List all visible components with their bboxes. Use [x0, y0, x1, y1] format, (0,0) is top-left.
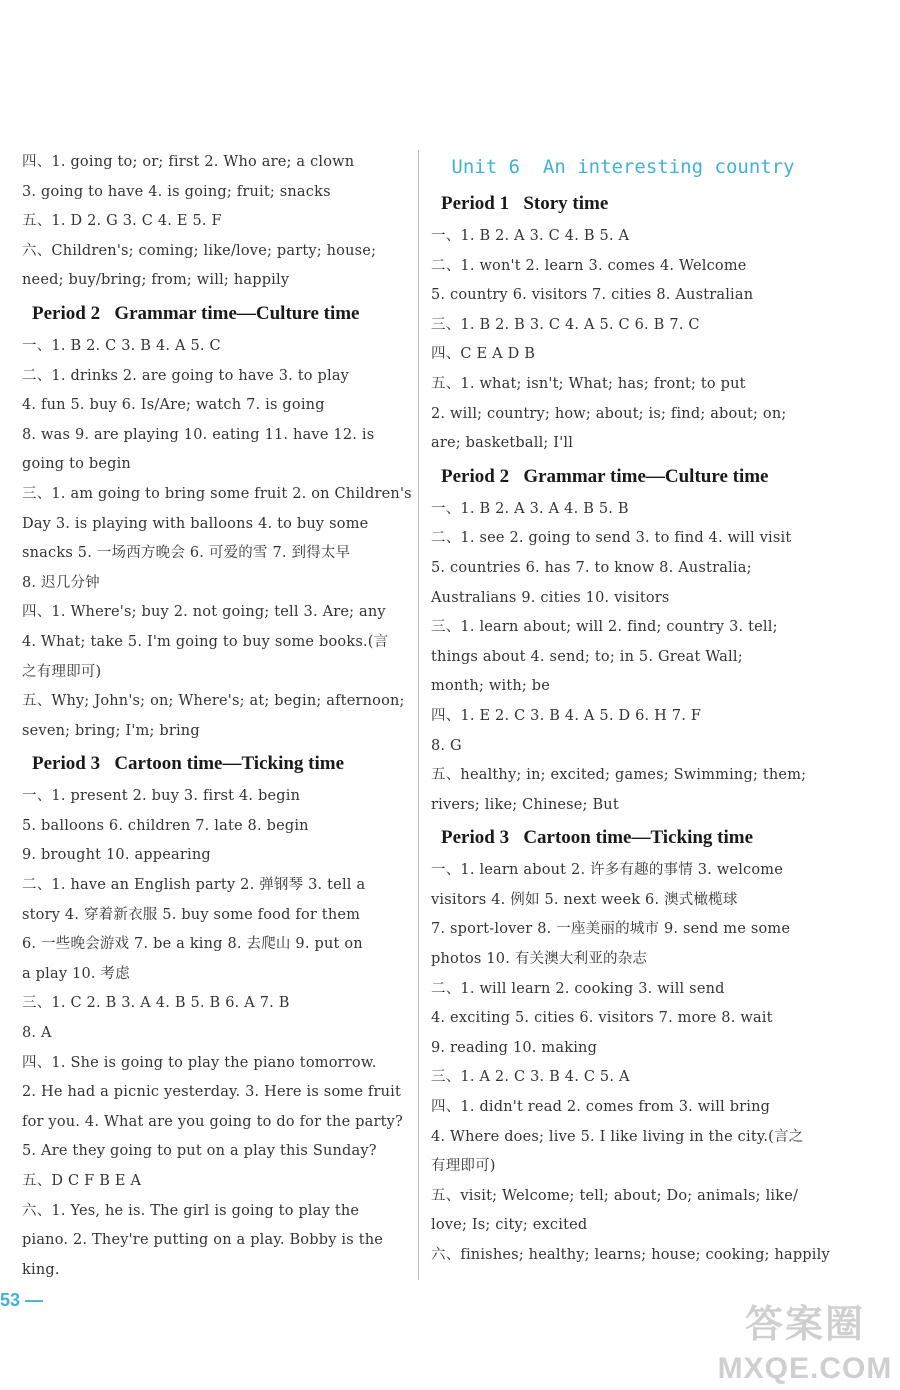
answer-line: 五、visit; Welcome; tell; about; Do; animals; like/	[431, 1187, 799, 1204]
right-answer-column	[431, 148, 830, 1271]
answer-line: 一、1. present 2. buy 3. first 4. begin	[22, 788, 301, 805]
answer-line: photos 10. 有关澳大利亚的杂志	[431, 951, 648, 968]
period-heading: Period 3 Cartoon time—Ticking time	[32, 753, 345, 775]
answer-line: 六、1. Yes, he is. The girl is going to play the	[22, 1202, 360, 1219]
answer-line: 有理即可)	[431, 1158, 496, 1175]
unit-title: Unit 6 An interesting country	[451, 156, 795, 178]
answer-line: 8. G	[431, 737, 462, 754]
answer-line: 5. countries 6. has 7. to know 8. Australia;	[431, 559, 752, 576]
answer-line: a play 10. 考虑	[22, 965, 130, 982]
watermark-logo	[710, 1300, 900, 1390]
answer-line: 二、1. will learn 2. cooking 3. will send	[431, 980, 725, 997]
answer-line: 六、Children's; coming; like/love; party; house;	[22, 242, 377, 259]
answer-line: are; basketball; I'll	[431, 435, 574, 452]
answer-line: 二、1. see 2. going to send 3. to find 4. will visit	[431, 530, 792, 547]
answer-line: 之有理即可)	[22, 663, 102, 680]
watermark-site: MXQE.COM	[717, 1352, 893, 1385]
answer-line: 4. exciting 5. cities 6. visitors 7. more 8. wait	[431, 1010, 773, 1027]
watermark-text: 答案圈	[744, 1304, 865, 1346]
answer-line: 四、1. didn't read 2. comes from 3. will bring	[431, 1099, 771, 1116]
answer-line: 四、1. E 2. C 3. B 4. A 5. D 6. H 7. F	[431, 707, 702, 724]
answer-line: 四、1. going to; or; first 2. Who are; a clown	[22, 154, 355, 170]
page-number: 53 —	[0, 1290, 44, 1310]
answer-line: 四、1. Where's; buy 2. not going; tell 3. Are; any	[22, 604, 386, 621]
answer-line: month; with; be	[431, 678, 551, 695]
period-heading: Period 2 Grammar time—Culture time	[32, 302, 360, 324]
answer-line: 五、D C F B E A	[22, 1173, 142, 1189]
answer-line: rivers; like; Chinese; But	[431, 796, 619, 813]
answer-line: 8. A	[22, 1025, 52, 1042]
answer-line: piano. 2. They're putting on a play. Bobby is the	[22, 1232, 384, 1249]
answer-line: 一、1. learn about 2. 许多有趣的事情 3. welcome	[431, 862, 784, 879]
answer-line: for you. 4. What are you going to do for the party?	[22, 1113, 404, 1130]
answer-line: 一、1. B 2. A 3. A 4. B 5. B	[431, 500, 629, 517]
answer-line: Australians 9. cities 10. visitors	[431, 589, 670, 606]
answer-line: 6. 一些晚会游戏 7. be a king 8. 去爬山 9. put on	[22, 936, 363, 953]
answer-line: 3. going to have 4. is going; fruit; snacks	[22, 183, 331, 200]
answer-line: 一、1. B 2. C 3. B 4. A 5. C	[22, 337, 221, 354]
answer-line: 4. fun 5. buy 6. Is/Are; watch 7. is going	[22, 397, 325, 414]
period-heading: Period 3 Cartoon time—Ticking time	[441, 827, 754, 849]
answer-line: Day 3. is playing with balloons 4. to buy some	[22, 515, 369, 532]
answer-line: 4. Where does; live 5. I like living in the city.(言之	[431, 1128, 804, 1145]
answer-line: visitors 4. 例如 5. next week 6. 澳式橄榄球	[431, 891, 738, 908]
answer-line: snacks 5. 一场西方晚会 6. 可爱的雪 7. 到得太早	[22, 545, 351, 562]
answer-line: going to begin	[22, 456, 131, 473]
answer-line: 三、1. learn about; will 2. find; country 3. tell;	[431, 619, 778, 636]
answer-line: 一、1. B 2. A 3. C 4. B 5. A	[431, 228, 630, 244]
answer-line: 二、1. have an English party 2. 弹钢琴 3. tell a	[22, 877, 366, 894]
answer-line: 4. What; take 5. I'm going to buy some books.(言	[22, 633, 389, 650]
answer-line: 六、finishes; healthy; learns; house; cooking; happily	[431, 1247, 830, 1263]
answer-line: 7. sport-lover 8. 一座美丽的城市 9. send me some	[431, 921, 791, 938]
answer-line: need; buy/bring; from; will; happily	[22, 272, 290, 289]
answer-line: love; Is; city; excited	[431, 1217, 588, 1234]
answer-line: 5. country 6. visitors 7. cities 8. Australian	[431, 287, 754, 304]
answer-line: 二、1. won't 2. learn 3. comes 4. Welcome	[431, 257, 747, 274]
answer-line: 5. balloons 6. children 7. late 8. begin	[22, 817, 309, 834]
answer-line: 2. will; country; how; about; is; find; about; on;	[431, 405, 787, 422]
answer-line: 五、1. D 2. G 3. C 4. E 5. F	[22, 213, 222, 230]
answer-line: seven; bring; I'm; bring	[22, 722, 200, 739]
column-divider	[418, 150, 419, 1280]
answer-line: 四、C E A D B	[431, 346, 536, 363]
answer-line: 9. reading 10. making	[431, 1039, 598, 1056]
answer-line: 8. 迟几分钟	[22, 574, 100, 591]
answer-line: 五、healthy; in; excited; games; Swimming; them;	[431, 767, 807, 784]
answer-line: 五、Why; John's; on; Where's; at; begin; afternoon;	[22, 693, 405, 710]
answer-line: 2. He had a picnic yesterday. 3. Here is some fruit	[22, 1084, 402, 1101]
answer-line: 五、1. what; isn't; What; has; front; to put	[431, 375, 746, 392]
answer-line: 9. brought 10. appearing	[22, 847, 211, 864]
answer-line: 三、1. am going to bring some fruit 2. on Children's	[22, 485, 412, 502]
answer-line: 四、1. She is going to play the piano tomorrow.	[22, 1054, 377, 1071]
answer-line: 8. was 9. are playing 10. eating 11. have 12. is	[22, 426, 375, 443]
period-heading: Period 1 Story time	[441, 193, 609, 214]
answer-line: 二、1. drinks 2. are going to have 3. to play	[22, 367, 350, 384]
period-heading: Period 2 Grammar time—Culture time	[441, 465, 769, 487]
answer-line: story 4. 穿着新衣服 5. buy some food for them	[22, 906, 361, 923]
answer-line: things about 4. send; to; in 5. Great Wall;	[431, 648, 743, 665]
left-answer-column	[22, 148, 412, 1285]
answer-line: 三、1. A 2. C 3. B 4. C 5. A	[431, 1069, 630, 1086]
answer-line: 三、1. C 2. B 3. A 4. B 5. B 6. A 7. B	[22, 995, 290, 1012]
answer-line: 三、1. B 2. B 3. C 4. A 5. C 6. B 7. C	[431, 316, 700, 333]
answer-line: 5. Are they going to put on a play this Sunday?	[22, 1143, 377, 1160]
answer-line: king.	[22, 1261, 60, 1278]
